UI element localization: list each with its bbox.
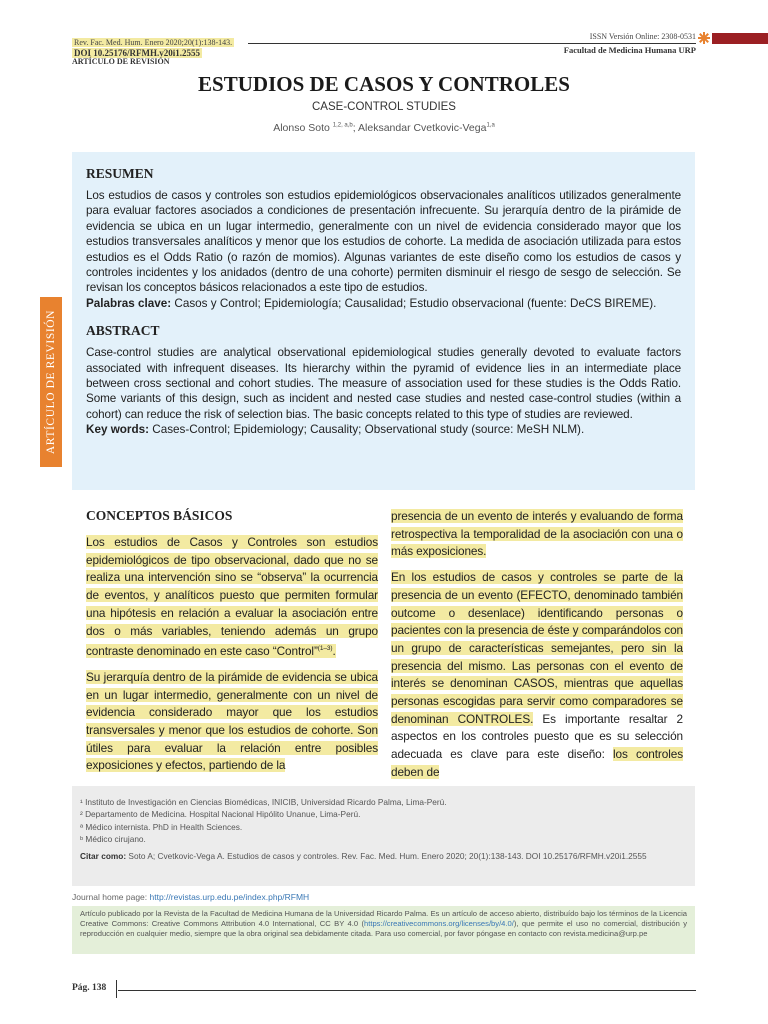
footnote: ² Departamento de Medicina. Hospital Nacional Hipólito Unanue, Lima-Perú. — [80, 809, 361, 820]
keywords-text: Cases-Control; Epidemiology; Causality; Observational study (source: MeSH NLM). — [149, 423, 585, 437]
keywords-label: Key words: — [86, 423, 149, 437]
footnotes-box — [72, 786, 695, 886]
abstract-text: Case-control studies are analytical observational epidemiological studies generally devoted to evaluate factors associated with infrequent diseases. Its hierarchy within the pyramid of evidence lies in an intermediate place between cross sectional and cohort studies. The measure of association used for these studies is the Odds Ratio. Some variants of this design, such as incident and nested case studies and nested case-control studies (within a cohort) can reduce the risk of selection bias. The basic concepts related to this type of studies are reviewed. — [86, 346, 681, 421]
license-link[interactable]: https://creativecommons.org/licenses/by/4.0/ — [364, 919, 514, 929]
reference-marker: (1–3) — [317, 645, 333, 653]
issn-text: ISSN Versión Online: 2308-0531 — [589, 32, 696, 41]
license-box — [72, 906, 695, 954]
license-text: ), que permite el uso no comercial, distribución y reproducción en cualquier medio, siempre que la obra original sea debidamente citada. Para uso comercial, por favor póngase en contacto con revista.medicina@urp.pe — [80, 919, 687, 939]
journal-logo-icon — [698, 32, 710, 44]
body-paragraph — [391, 569, 683, 781]
author-name: Aleksandar Cvetkovic-Vega — [358, 122, 487, 134]
highlighted-text: presencia de un evento de interés y evaluando de forma retrospectiva la temporalidad de la asociación con una o más exposiciones. — [391, 509, 683, 559]
keywords-label: Palabras clave: — [86, 296, 172, 310]
side-section-tab-label — [40, 297, 62, 467]
journal-home-link[interactable]: http://revistas.urp.edu.pe/index.php/RFMH — [149, 892, 310, 902]
journal-citation — [72, 38, 234, 58]
side-tab-text: ARTÍCULO DE REVISIÓN — [45, 309, 58, 455]
highlighted-text — [86, 535, 378, 658]
body-paragraph — [86, 534, 378, 661]
keywords-text: Casos y Control; Epidemiología; Causalidad; Estudio observacional (fuente: DeCS BIREME). — [171, 296, 657, 310]
paragraph-text: Es importante resaltar 2 aspectos en los controles puesto que es su selección adecuada es clave para este diseño: — [391, 711, 684, 762]
citation-text: Rev. Fac. Med. Hum. Enero 2020;20(1):138-143. — [74, 38, 233, 47]
highlighted-text: En los estudios de casos y controles se parte de la presencia de un evento (EFECTO, denominado también outcome o desenlace) identificando personas o pacientes con la presencia de éste y comparándolos con un grupo de características semejantes, pero sin la presencia del mismo. Las personas con el evento de interés se denominan CASOS, mientras que aquellas personas escogidas para servir como comparadores se denominan CONTROLES. — [391, 570, 683, 726]
header-accent-bar — [712, 33, 768, 44]
paragraph-text: Los estudios de Casos y Controles son estudios epidemiológicos de tipo observacional, dado que no se realiza una intervención sino se “observa” la ocurrencia de eventos, y analíticos puesto que permiten formular una hipótesis en relación a evaluar la asociación entre dos o más variables, teniendo además un grupo contraste denominado en este caso “Control” — [86, 535, 378, 659]
cite-label: Citar como: — [80, 851, 127, 862]
highlighted-text: Su jerarquía dentro de la pirámide de evidencia se ubica en un lugar intermedio, generalmente con un nivel de evidencia considerado mayor que los estudios transversales y menor que los estudios de cohorte. Son útiles para evaluar la relación entre posibles exposiciones y efectos, partiendo de la — [86, 669, 378, 773]
author-separator: ; — [352, 122, 359, 134]
cite-as — [80, 850, 687, 862]
journal-home — [72, 892, 309, 902]
author-affiliation: 1,2, a,b — [332, 122, 353, 129]
license-text: Artículo publicado por la Revista de la Facultad de Medicina Humana de la Universidad Ricardo Palma. Es un artículo de acceso abierto, distribuído bajo los términos de la Licencia Creative Commons: Creative Commons Attribution 4.0 International, CC BY 4.0 ( — [80, 909, 687, 929]
footer-divider — [116, 980, 117, 998]
author-name: Alonso Soto — [273, 122, 330, 134]
cite-text: Soto A; Cvetkovic-Vega A. Estudios de casos y controles. Rev. Fac. Med. Hum. Enero 2020; 20(1):138-143. DOI 10.25176/RFMH.v20i1.2555 — [126, 851, 647, 862]
footer-rule — [118, 990, 696, 991]
paragraph-end: . — [332, 644, 336, 659]
page-number: Pág. 138 — [72, 983, 107, 993]
body-paragraph — [86, 669, 378, 775]
article-subtitle: CASE-CONTROL STUDIES — [312, 101, 456, 113]
header-rule — [248, 43, 696, 44]
section-label: ARTÍCULO DE REVISIÓN — [72, 57, 170, 66]
abstract-heading: ABSTRACT — [86, 323, 160, 339]
article-title: ESTUDIOS DE CASOS Y CONTROLES — [198, 72, 570, 96]
body-column-left — [86, 508, 378, 783]
resumen-text: Los estudios de casos y controles son estudios epidemiológicos observacionales analíticos utilizados generalmente para evaluar factores asociados a condiciones de presentación infrecuente. Su jerarquía dentro de la pirámide de evidencia se ubica en un lugar intermedio, generalmente con un nivel de evidencia considerado mayor que los estudios transversales analíticos y menor que los estudios de cohorte. La medida de asociación utilizada para estos estudios es el Odds Ratio (o razón de momios). Algunas variantes de este diseño como los estudios de casos y controles incidentes y los anidados (dentro de una cohorte) permiten disminuir el riesgo de sesgo de selección. Se revisan los conceptos básicos relacionados a este tipo de estudios. — [86, 189, 681, 295]
footnote: ¹ Instituto de Investigación en Ciencias Biomédicas, INICIB, Universidad Ricardo Palma, Lima-Perú. — [80, 797, 447, 807]
body-paragraph — [391, 508, 683, 561]
body-column-right — [391, 508, 683, 790]
authors-line — [0, 122, 768, 134]
footnote: ª Médico internista. PhD in Health Sciences. — [80, 821, 243, 832]
footnote: ᵇ Médico cirujano. — [80, 833, 146, 844]
author-affiliation: 1,a — [486, 122, 495, 129]
section-heading: CONCEPTOS BÁSICOS — [86, 508, 233, 523]
abstract-keywords — [86, 422, 681, 437]
abstract-box — [72, 152, 695, 490]
doi-text: DOI 10.25176/RFMH.v20i1.2555 — [74, 48, 200, 58]
resumen-heading: RESUMEN — [86, 166, 154, 181]
resumen-keywords — [86, 296, 681, 311]
faculty-name: Facultad de Medicina Humana URP — [563, 45, 696, 55]
highlighted-text: los controles deben de — [391, 747, 683, 779]
journal-home-label: Journal home page: — [72, 892, 150, 902]
